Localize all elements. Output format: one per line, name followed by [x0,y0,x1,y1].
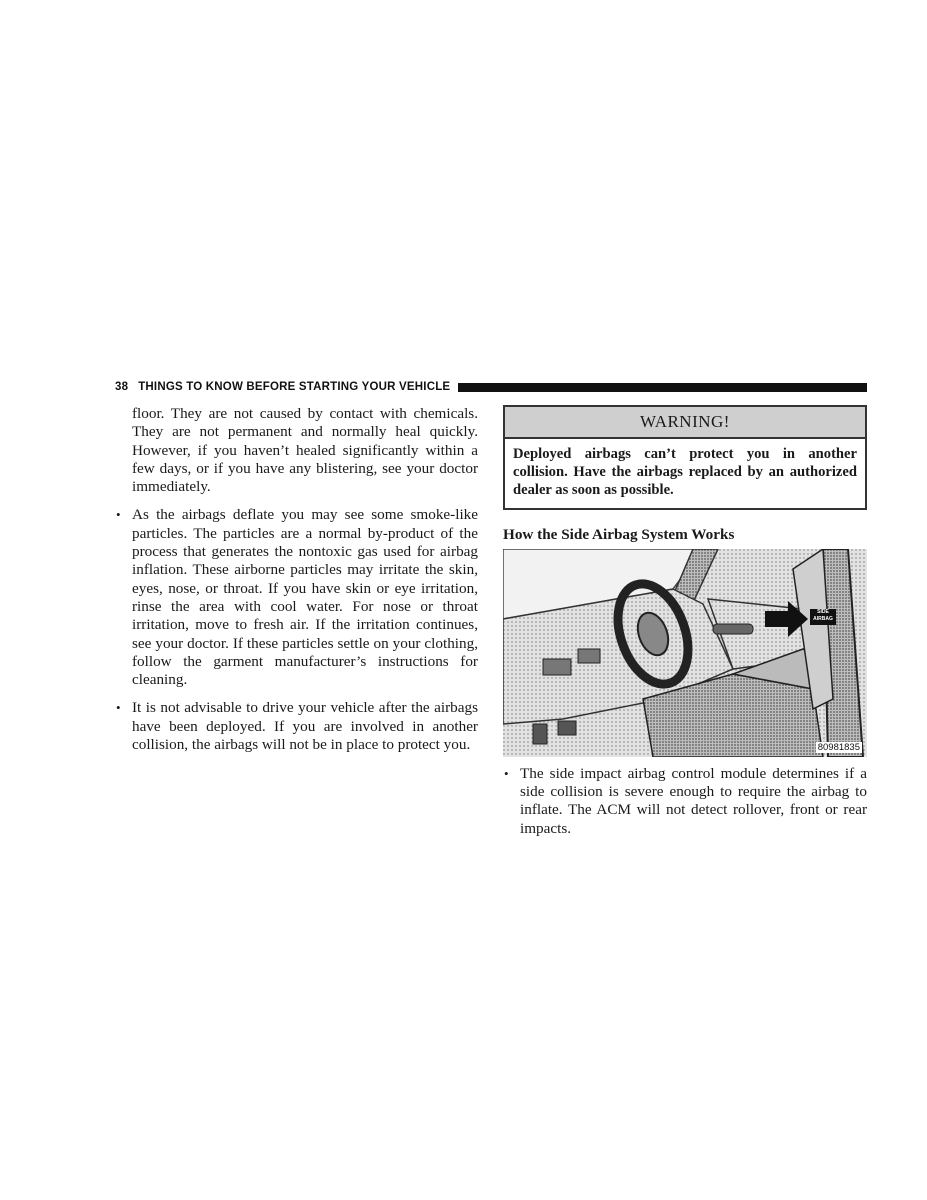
warning-title: WARNING! [505,407,865,439]
bullet-text: The side impact airbag control module determines if a side collision is severe enough to require the airbag to inflate. The ACM will not detect rollover, front or rear impacts. [520,764,867,837]
figure-id: 80981835 [817,741,860,753]
side-airbag-illustration [503,549,867,757]
page-header [115,378,867,396]
bullet-icon: • [504,765,509,781]
bullet-icon: • [116,700,121,716]
bullet-text: As the airbags deflate you may see some smoke-like particles. The particles are a normal by-product of the process that generates the nontoxic gas used for airbag inflation. These airborne particles may irritate the skin, eyes, nose, or throat. If you have skin or eye irritation, rinse the area with cool water. For nose or throat irritation, move to fresh air. If the irritation continues, see your doctor. If these particles settle on your clothing, follow the garment manufacturer’s instructions for cleaning. [132,506,478,689]
list-item [115,699,478,754]
left-column [115,405,478,754]
subheading: How the Side Airbag System Works [503,525,735,543]
bullet-text: It is not advisable to drive your vehicle after the airbags have been deployed. If you are involved in another collision, the airbags will not be in place to protect you. [132,699,478,754]
section-title: THINGS TO KNOW BEFORE STARTING YOUR VEHICLE [138,381,451,393]
side-airbag-label: SIDE AIRBAG [813,608,833,622]
warning-text: Deployed airbags can’t protect you in another collision. Have the airbags replaced by an authorized dealer as soon as possible. [513,446,857,499]
warning-box [503,405,867,510]
continued-paragraph: floor. They are not caused by contact with chemicals. They are not permanent and normally heal quickly. However, if you haven’t healed significantly within a few days, or if you have any blistering, see your doctor immediately. [132,405,478,496]
list-item [503,765,867,838]
header-rule [458,383,867,392]
page-number: 38 [115,381,129,393]
list-item [115,506,478,689]
bullet-icon: • [116,507,121,523]
right-column [503,405,867,838]
car-interior-drawing [503,549,867,757]
